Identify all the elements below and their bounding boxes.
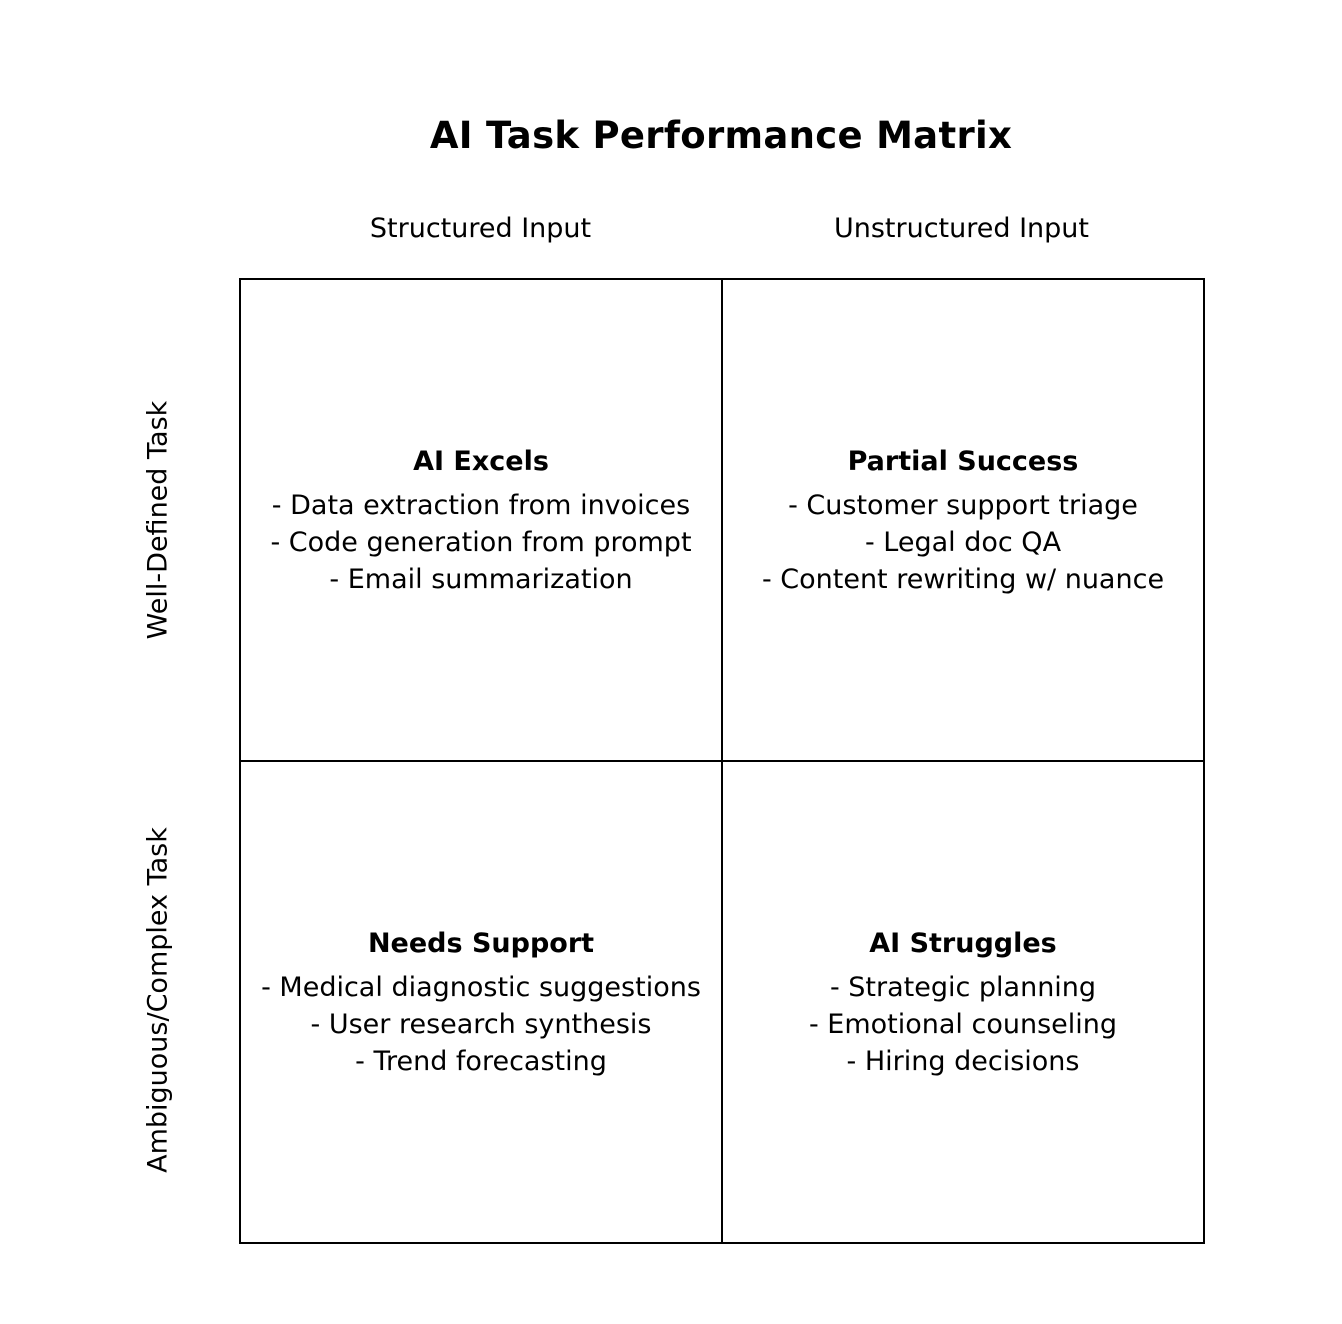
quadrant-item: - Data extraction from invoices [271,489,691,521]
column-header-structured: Structured Input [369,213,592,244]
quadrant-item: - Strategic planning [829,971,1097,1003]
quadrant-partial-success [723,280,1203,760]
quadrant-item: - Customer support triage [788,489,1138,521]
quadrant-item: - Code generation from prompt [270,526,692,558]
quadrant-title: AI Excels [413,445,549,477]
quadrant-title: Partial Success [847,445,1079,477]
quadrant-item: - Legal doc QA [864,526,1062,558]
quadrant-needs-support [241,762,721,1242]
quadrant-item: - Hiring decisions [846,1045,1080,1077]
quadrant-title: AI Struggles [869,927,1057,959]
quadrant-item: - Medical diagnostic suggestions [261,971,701,1003]
matrix-title: AI Task Performance Matrix [429,114,1013,157]
row-header-ambiguous: Ambiguous/Complex Task [142,827,174,1173]
quadrant-title: Needs Support [367,927,595,959]
quadrant-item: - Email summarization [329,563,633,595]
row-header-well-defined: Well-Defined Task [142,400,174,640]
matrix-grid [239,278,1205,1244]
quadrant-ai-excels [241,280,721,760]
quadrant-item: - Emotional counseling [808,1008,1118,1040]
quadrant-item: - User research synthesis [310,1008,652,1040]
column-header-unstructured: Unstructured Input [833,213,1090,244]
quadrant-item: - Content rewriting w/ nuance [761,563,1165,595]
quadrant-item: - Trend forecasting [355,1045,607,1077]
quadrant-ai-struggles [723,762,1203,1242]
